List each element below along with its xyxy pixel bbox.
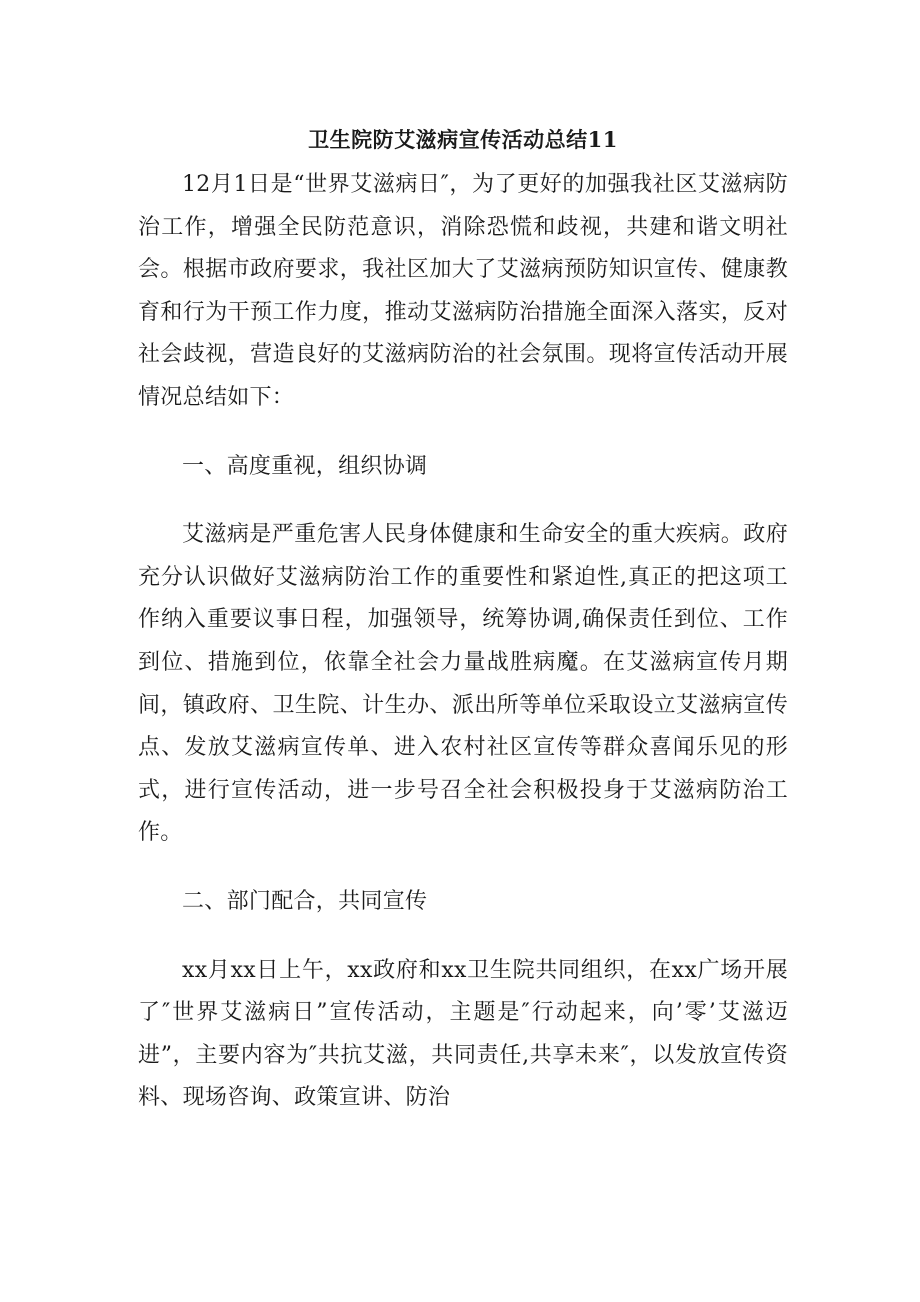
document-page (138, 120, 788, 1120)
section-1-heading: 一、高度重视，组织协调 (182, 453, 428, 479)
section-2-heading: 二、部门配合，共同宣传 (182, 888, 428, 914)
document-title: 卫生院防艾滋病宣传活动总结11 (308, 127, 618, 152)
intro-paragraph: 12月1日是“世界艾滋病日″，为了更好的加强我社区艾滋病防治工作，增强全民防范意识，消除恐慌和歧视，共建和谐文明社会。根据市政府要求，我社区加大了艾滋病预防知识宣传、健康教育和行为干预工作力度，推动艾滋病防治措施全面深入落实，反对社会歧视，营造良好的艾滋病防治的社会氛围。现将宣传活动开展情况总结如下： (138, 172, 788, 410)
section-1-body: 艾滋病是严重危害人民身体健康和生命安全的重大疾病。政府充分认识做好艾滋病防治工作的重要性和紧迫性,真正的把这项工作纳入重要议事日程，加强领导，统筹协调,确保责任到位、工作到位、措施到位，依靠全社会力量战胜病魔。在艾滋病宣传月期间，镇政府、卫生院、计生办、派出所等单位采取设立艾滋病宣传点、发放艾滋病宣传单、进入农村社区宣传等群众喜闻乐见的形式，进行宣传活动，进一步号召全社会积极投身于艾滋病防治工作。 (138, 522, 788, 846)
section-2-body: xx月xx日上午，xx政府和xx卫生院共同组织，在xx广场开展了″世界艾滋病日”宣传活动，主题是″行动起来，向’零’艾滋迈进”，主要内容为″共抗艾滋，共同责任,共享未来″，以发放宣传资料、现场咨询、政策宣讲、防治 (138, 957, 788, 1111)
